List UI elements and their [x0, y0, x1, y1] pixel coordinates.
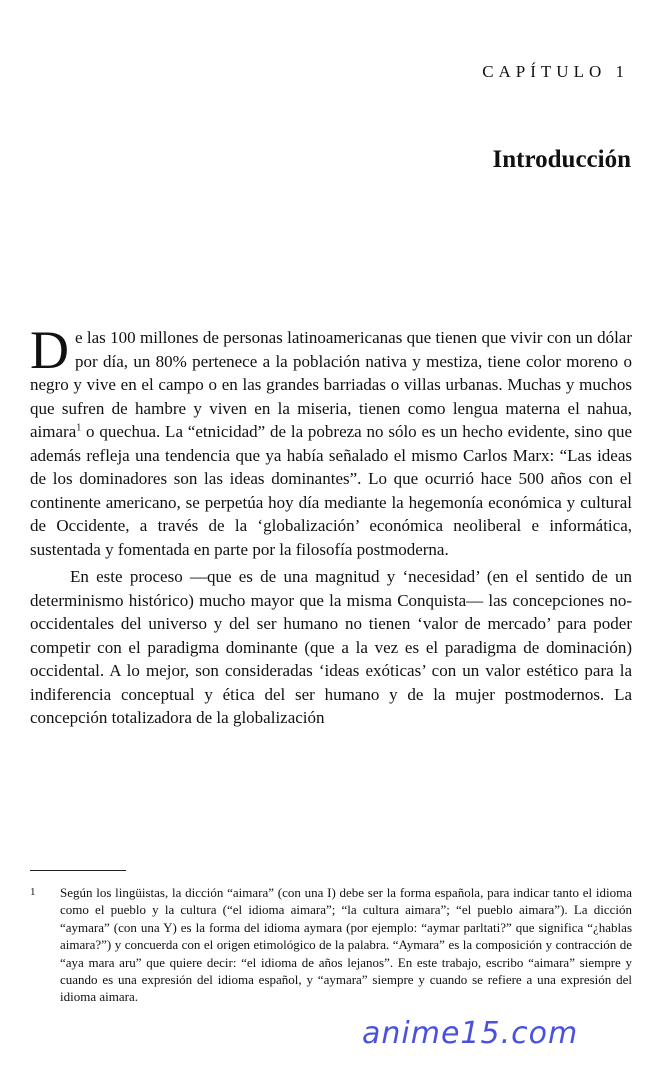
footnote-divider: [30, 870, 126, 871]
footnote: [30, 884, 632, 1006]
watermark: anime15.com: [362, 1016, 579, 1051]
paragraph-1-end: o quechua. La “etnicidad” de la pobreza no sólo es un hecho evidente, sino que además refleja una tendencia que ya había señalado el mismo Carlos Marx: “Las ideas de los dominadores son las ideas dominantes”. Lo que ocurrió hace 500 años con el continente americano, se perpetúa hoy día mediante la hegemonía económica y cultural de Occidente, a través de la ‘globalización’ económica neoliberal e informática, sustentada y fomentada en parte por la filosofía postmoderna.: [30, 422, 632, 559]
chapter-heading: CAPÍTULO 1: [482, 62, 629, 81]
footnote-text: Según los lingüistas, la dicción “aimara” (con una I) debe ser la forma española, para indicar tanto el idioma como el pueblo y la cultura (“el idioma aimara”; “la cultura aimara”; “el pueblo aimara”). La dicción “aymara” (con una Y) es la forma del idioma aymara (por ejemplo: “aymar parltati?” que significa “¿hablas aimara?”) y concuerda con el origen etimológico de la palabra. “Aymara” es la composición y contracción de “aya mara aru” que quiere decir: “el idioma de años lejanos”. En este trabajo, escribo “aimara” siempre y cuando es una expresión del idioma español, y “aymara” siempre y cuando se refiere a una expresión del idioma aimara.: [60, 885, 632, 1005]
page-title: Introducción: [492, 146, 631, 173]
body-text: [30, 320, 632, 730]
paragraph-1: [30, 320, 632, 561]
footnote-reference: 1: [76, 422, 82, 434]
footnote-number: 1: [30, 886, 36, 898]
drop-cap: D: [30, 320, 69, 380]
paragraph-1-start: e las 100 millones de personas latinoamericanas que tienen que vivir con un dólar por día, un 80% pertenece a la población nativa y mestiza, tiene color moreno o negro y vive en el campo o en las grandes barriadas o villas urbanas. Muchas y muchos que sufren de hambre y viven en la miseria, tienen como lengua materna el nahua, aimara: [30, 328, 632, 441]
paragraph-2: En este proceso —que es de una magnitud y ‘necesidad’ (en el sentido de un determinismo histórico) mucho mayor que la misma Conquista— las concepciones no-occidentales del universo y del ser humano no tienen ‘valor de mercado’ para poder competir con el paradigma dominante (que a la vez es el paradigma de dominación) occidental. A lo mejor, son consideradas ‘ideas exóticas’ con un valor estético para la indiferencia conceptual y ética del ser humano y de la mujer postmodernos. La concepción totalizadora de la globalización: [30, 567, 632, 727]
